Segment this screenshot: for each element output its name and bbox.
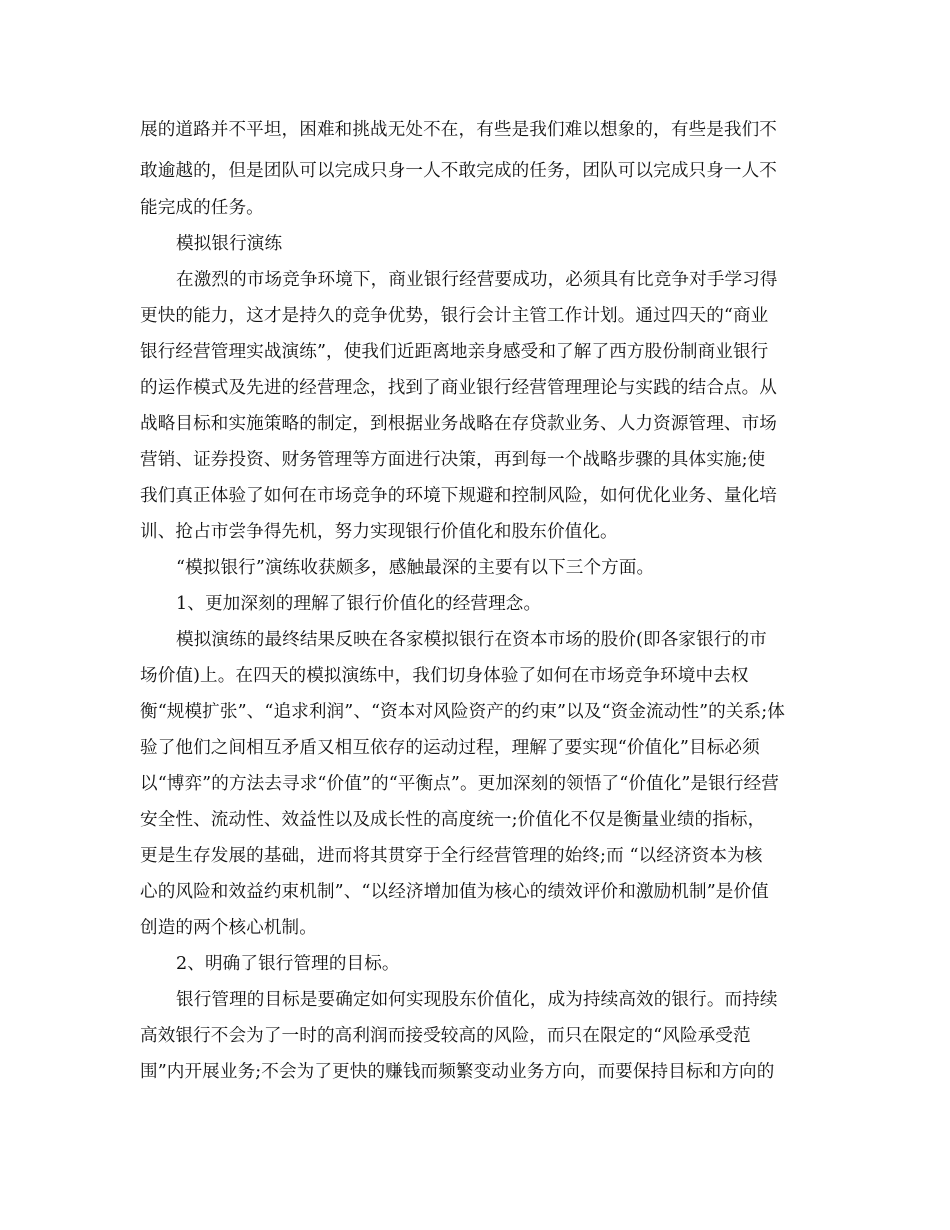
text-line: 训、抢占市尝争得先机，努力实现银行价值化和股东价值化。 [140,522,618,542]
text-line: 创造的两个核心机制。 [140,918,317,938]
text-line: 在激烈的市场竞争环境下，商业银行经营要成功，必须具有比竞争对手学习得 [176,270,778,290]
text-line: 验了他们之间相互矛盾又相互依存的运动过程，理解了要实现“价值化”目标必须 [140,738,760,758]
text-line: 能完成的任务。 [140,198,264,218]
text-line: 衡“规模扩张”、“追求利润”、“资本对风险资产的约束”以及“资金流动性”的关系;体 [140,702,785,722]
text-line: 模拟演练的最终结果反映在各家模拟银行在资本市场的股价(即各家银行的市 [176,630,767,650]
text-line: 银行管理的目标是要确定如何实现股东价值化，成为持续高效的银行。而持续 [176,990,778,1010]
text-line: 围”内开展业务;不会为了更快的赚钱而频繁变动业务方向，而要保持目标和方向的 [140,1062,775,1082]
text-line: 场价值)上。在四天的模拟演练中，我们切身体验了如何在市场竞争环境中去权 [140,666,749,686]
text-line: 更快的能力，这才是持久的竞争优势，银行会计主管工作计划。通过四天的“商业 [140,306,769,326]
text-line: 更是生存发展的基础，进而将其贯穿于全行经营管理的始终;而 “以经济资本为核 [140,846,763,866]
text-line: 战略目标和实施策略的制定，到根据业务战略在存贷款业务、人力资源管理、市场 [140,414,777,434]
text-line: 心的风险和效益约束机制”、“以经济增加值为核心的绩效评价和激励机制”是价值 [140,882,769,902]
text-line: 营销、证券投资、财务管理等方面进行决策，再到每一个战略步骤的具体实施;使 [140,450,766,470]
text-line: 安全性、流动性、效益性以及成长性的高度统一;价值化不仅是衡量业绩的指标， [140,810,766,830]
numbered-heading: 1、更加深刻的理解了银行价值化的经营理念。 [176,594,542,614]
text-line: 我们真正体验了如何在市场竞争的环境下规避和控制风险，如何优化业务、量化培 [140,486,777,506]
text-line: 以“博弈”的方法去寻求“价值”的“平衡点”。更加深刻的领悟了“价值化”是银行经营 [140,774,779,794]
text-line: 的运作模式及先进的经营理念，找到了商业银行经营管理理论与实践的结合点。从 [140,378,777,398]
text-line: 敢逾越的，但是团队可以完成只身一人不敢完成的任务，团队可以完成只身一人不 [140,161,777,181]
section-heading: 模拟银行演练 [176,234,283,254]
numbered-heading: 2、明确了银行管理的目标。 [176,954,400,974]
text-line: “模拟银行”演练收获颇多，感触最深的主要有以下三个方面。 [176,558,655,578]
text-line: 高效银行不会为了一时的高利润而接受较高的风险，而只在限定的“风险承受范 [140,1026,751,1046]
text-line: 银行经营管理实战演练”，使我们近距离地亲身感受和了解了西方股份制商业银行 [140,342,769,362]
text-line: 展的道路并不平坦，困难和挑战无处不在，有些是我们难以想象的，有些是我们不 [140,120,777,140]
